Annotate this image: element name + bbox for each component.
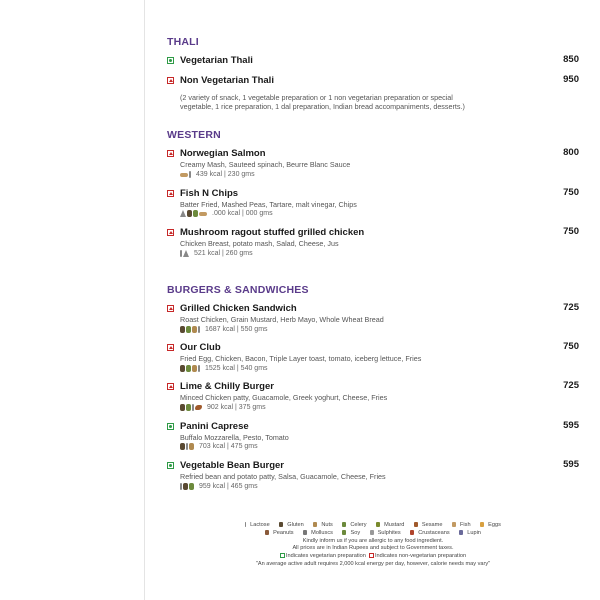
- item-description: Roast Chicken, Grain Mustard, Herb Mayo, Whole Wheat Bread: [180, 315, 384, 325]
- fish-icon: [452, 522, 456, 527]
- item-name: Vegetarian Thali: [180, 55, 253, 66]
- peanuts-icon: [265, 530, 269, 535]
- section-thali: [167, 36, 579, 111]
- legend-label: Molluscs: [311, 529, 333, 536]
- gluten-icon: [183, 483, 188, 490]
- allergen-icons: [180, 210, 207, 217]
- item-meta: [180, 403, 579, 413]
- sesame-icon: [414, 522, 418, 527]
- eggs-icon: [480, 522, 484, 527]
- legend-label: Mustard: [384, 522, 405, 528]
- thali-note: (2 variety of snack, 1 vegetable preparation or 1 non vegetarian preparation or special vegetable, 1 rice preparation, 1 dal preparation, Indian bread accompaniments, desserts.): [180, 93, 465, 112]
- item-name: Fish N Chips: [180, 187, 239, 199]
- item-description: Minced Chicken patty, Guacamole, Greek yoghurt, Cheese, Fries: [180, 393, 388, 403]
- legend-label: Sesame: [421, 522, 443, 528]
- item-meta: [180, 442, 579, 452]
- section-title: BURGERS & SANDWICHES: [167, 284, 309, 297]
- item-name: Lime & Chilly Burger: [180, 381, 274, 393]
- legend-label: Nuts: [321, 522, 333, 528]
- item-price: 800: [563, 147, 579, 159]
- lupin-icon: [459, 530, 463, 535]
- legend-label: Fish: [460, 522, 471, 528]
- item-meta: [180, 481, 579, 491]
- veg-icon: [280, 553, 285, 558]
- mustard-icon: [186, 365, 191, 372]
- mustard-icon: [376, 522, 380, 527]
- celery-icon: [342, 522, 346, 527]
- section-title: WESTERN: [167, 129, 221, 142]
- nonveg-icon: [369, 553, 374, 558]
- nonveg-icon: [167, 150, 174, 157]
- egg-icon: [192, 326, 197, 333]
- item-name: Grilled Chicken Sandwich: [180, 303, 297, 315]
- item-price: 950: [563, 74, 579, 85]
- veg-icon: [167, 462, 174, 469]
- fish-icon: [199, 212, 207, 216]
- item-price: 595: [563, 458, 579, 470]
- menu-item: [167, 459, 579, 491]
- allergen-icons: [180, 365, 200, 372]
- lactose-icon: [180, 483, 182, 490]
- item-meta: [180, 170, 579, 180]
- allergen-icons: [180, 443, 194, 450]
- lactose-icon: [198, 365, 200, 372]
- kcal-weight: .000 kcal | 000 gms: [212, 210, 273, 218]
- item-name: Mushroom ragout stuffed grilled chicken: [180, 226, 365, 238]
- item-price: 850: [563, 54, 579, 65]
- fish-icon: [180, 173, 188, 177]
- menu-item: [167, 341, 579, 373]
- price-note: All prices are in Indian Rupees and subject to Government taxes.: [292, 545, 454, 552]
- crustaceans-icon: [410, 530, 414, 535]
- kcal-weight: 902 kcal | 375 gms: [207, 404, 266, 412]
- legend-label: Peanuts: [273, 529, 294, 536]
- lactose-icon: [198, 326, 200, 333]
- kcal-weight: 703 kcal | 475 gms: [199, 443, 258, 451]
- nonveg-icon: [167, 305, 174, 312]
- item-description: Chicken Breast, potato mash, Salad, Cheese, Jus: [180, 238, 339, 248]
- mustard-icon: [189, 483, 194, 490]
- allergen-icons: [180, 250, 189, 257]
- kcal-weight: 1525 kcal | 540 gms: [205, 364, 268, 372]
- item-name: Panini Caprese: [180, 420, 249, 432]
- veg-icon: [167, 423, 174, 430]
- kcal-weight: 521 kcal | 260 gms: [194, 249, 253, 257]
- item-description: Batter Fried, Mashed Peas, Tartare, malt vinegar, Chips: [180, 199, 357, 209]
- section-western: [167, 129, 579, 258]
- gluten-icon: [180, 326, 185, 333]
- kcal-weight: 1687 kcal | 550 gms: [205, 325, 268, 333]
- legend-label: Crustaceans: [418, 529, 450, 536]
- menu-item: [167, 302, 579, 334]
- allergen-icons: [180, 483, 194, 490]
- menu-item: [167, 147, 579, 179]
- sulphites-icon: [183, 250, 189, 257]
- sulphites-icon: [370, 530, 374, 535]
- gluten-icon: [180, 443, 185, 450]
- item-meta: [180, 248, 579, 258]
- veg-icon: [167, 57, 174, 64]
- item-price: 750: [563, 186, 579, 198]
- nonveg-icon: [167, 190, 174, 197]
- lactose-icon: [245, 522, 246, 527]
- section-title: THALI: [167, 36, 199, 48]
- menu-item: [167, 54, 579, 67]
- item-price: 750: [563, 341, 579, 353]
- veg-note: Indicates vegetarian preparation: [285, 553, 366, 560]
- legend-label: Celery: [350, 522, 367, 528]
- item-description: Fried Egg, Chicken, Bacon, Triple Layer toast, tomato, iceberg lettuce, Fries: [180, 354, 422, 364]
- item-price: 725: [563, 380, 579, 392]
- kcal-weight: 439 kcal | 230 gms: [196, 171, 255, 179]
- item-description: Refried bean and potato patty, Salsa, Guacamole, Cheese, Fries: [180, 471, 386, 481]
- nonveg-icon: [167, 77, 174, 84]
- menu-content: [167, 36, 579, 509]
- allergen-icons: [180, 404, 202, 411]
- menu-item: [167, 380, 579, 412]
- gluten-icon: [180, 404, 185, 411]
- gluten-icon: [180, 365, 185, 372]
- item-meta: [180, 363, 579, 373]
- legend-label: Lactose: [250, 522, 270, 528]
- legend-label: Eggs: [488, 522, 501, 528]
- item-price: 595: [563, 419, 579, 431]
- nuts-icon: [313, 522, 317, 527]
- item-name: Vegetable Bean Burger: [180, 459, 285, 471]
- kcal-weight: 959 kcal | 465 gms: [199, 482, 258, 490]
- mustard-icon: [186, 404, 191, 411]
- section-burgers-sandwiches: [167, 284, 579, 491]
- menu-item: [167, 226, 579, 258]
- menu-page: [144, 0, 600, 600]
- mustard-icon: [193, 210, 198, 217]
- allergen-legend-row-2: [145, 530, 600, 538]
- gluten-icon: [187, 210, 192, 217]
- menu-footer: [145, 522, 600, 569]
- legend-label: Lupin: [467, 529, 481, 536]
- allergen-icons: [180, 171, 191, 178]
- item-price: 725: [563, 302, 579, 314]
- legend-label: Sulphites: [377, 529, 401, 536]
- item-name: Non Vegetarian Thali: [180, 75, 274, 86]
- item-price: 750: [563, 225, 579, 237]
- nonveg-icon: [167, 229, 174, 236]
- allergen-icons: [180, 326, 200, 333]
- mustard-icon: [186, 326, 191, 333]
- item-meta: [180, 324, 579, 334]
- sulphites-icon: [180, 210, 186, 217]
- nonveg-note: Indicates non-vegetarian preparation: [374, 553, 467, 560]
- nonveg-icon: [167, 344, 174, 351]
- soy-icon: [342, 530, 346, 535]
- legend-label: Gluten: [287, 522, 304, 528]
- molluscs-icon: [303, 530, 307, 535]
- lactose-icon: [180, 250, 182, 257]
- item-description: Buffalo Mozzarella, Pesto, Tomato: [180, 432, 289, 442]
- allergy-note: Kindly inform us if you are allergic to any food ingredient.: [302, 537, 444, 544]
- legend-label: Soy: [350, 529, 361, 536]
- gluten-icon: [279, 522, 283, 527]
- item-meta: [180, 209, 579, 219]
- lactose-icon: [192, 404, 194, 411]
- lactose-icon: [186, 443, 188, 450]
- allergen-legend-row-1: [145, 522, 600, 530]
- menu-item: [167, 74, 579, 111]
- item-name: Norwegian Salmon: [180, 148, 266, 160]
- item-description: Creamy Mash, Sauteed spinach, Beurre Blanc Sauce: [180, 160, 351, 170]
- nonveg-icon: [167, 383, 174, 390]
- energy-note: "An average active adult requires 2,000 kcal energy per day, however, calorie needs may vary": [255, 560, 491, 567]
- sesame-icon: [195, 405, 202, 410]
- egg-icon: [192, 365, 197, 372]
- item-name: Our Club: [180, 342, 221, 354]
- menu-item: [167, 187, 579, 219]
- indicator-legend: [145, 553, 600, 561]
- menu-item: [167, 420, 579, 452]
- lactose-icon: [189, 171, 191, 178]
- nuts-icon: [189, 443, 194, 450]
